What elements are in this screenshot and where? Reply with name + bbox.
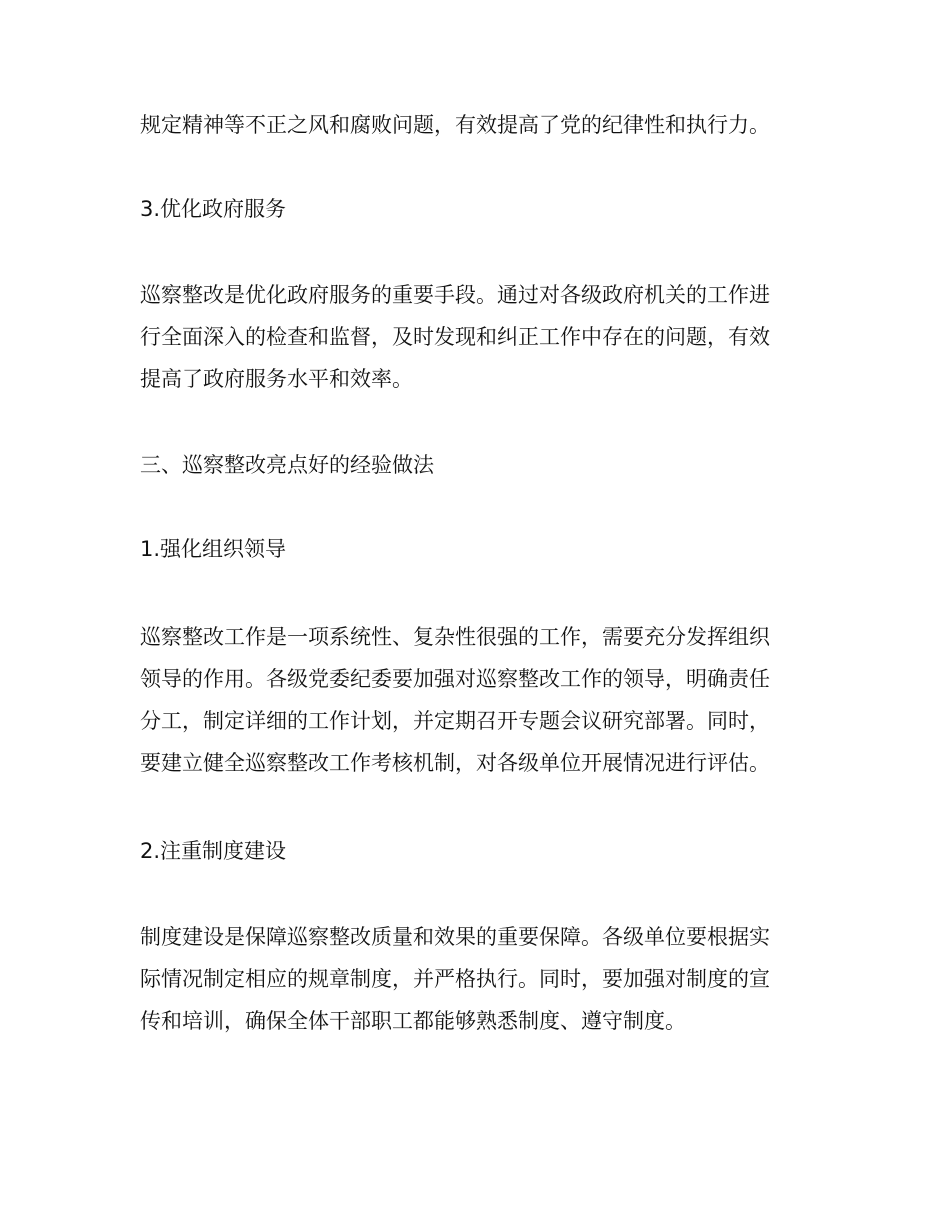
paragraph-line: 要建立健全巡察整改工作考核机制，对各级单位开展情况进行评估。 xyxy=(140,751,770,775)
paragraph-line: 分工，制定详细的工作计划，并定期召开专题会议研究部署。同时， xyxy=(140,709,770,733)
paragraph-line: 际情况制定相应的规章制度，并严格执行。同时，要加强对制度的宣 xyxy=(140,967,770,991)
section-title-experience: 三、巡察整改亮点好的经验做法 xyxy=(140,453,434,477)
paragraph-line: 领导的作用。各级党委纪委要加强对巡察整改工作的领导，明确责任 xyxy=(140,667,770,691)
paragraph-line: 制度建设是保障巡察整改质量和效果的重要保障。各级单位要根据实 xyxy=(140,925,770,949)
heading-system-building: 2.注重制度建设 xyxy=(140,839,287,863)
paragraph-intro-line: 规定精神等不正之风和腐败问题，有效提高了党的纪律性和执行力。 xyxy=(140,113,770,137)
paragraph-line: 行全面深入的检查和监督，及时发现和纠正工作中存在的问题，有效 xyxy=(140,325,770,349)
paragraph-line: 传和培训，确保全体干部职工都能够熟悉制度、遵守制度。 xyxy=(140,1009,686,1033)
paragraph-line: 巡察整改是优化政府服务的重要手段。通过对各级政府机关的工作进 xyxy=(140,283,770,307)
paragraph-line: 提高了政府服务水平和效率。 xyxy=(140,367,413,391)
paragraph-line: 巡察整改工作是一项系统性、复杂性很强的工作，需要充分发挥组织 xyxy=(140,625,770,649)
heading-strengthen-leadership: 1.强化组织领导 xyxy=(140,537,287,561)
heading-optimize-government-service: 3.优化政府服务 xyxy=(140,197,287,221)
